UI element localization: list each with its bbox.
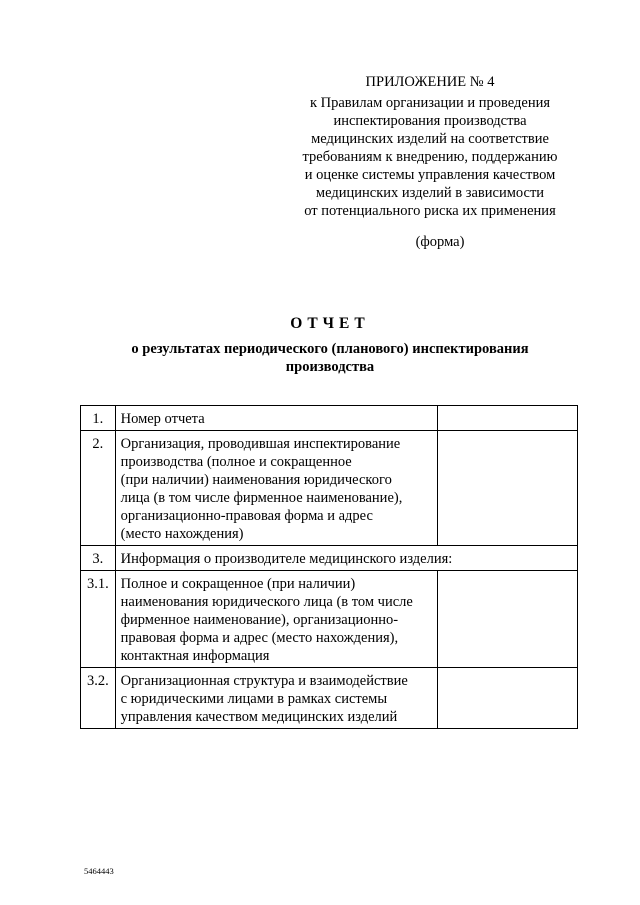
row-label-line: Номер отчета — [120, 411, 205, 427]
row-label-line: (при наличии) наименования юридического — [120, 472, 392, 488]
appendix-line: инспектирования производства — [333, 113, 527, 129]
appendix-title: ПРИЛОЖЕНИЕ № 4 — [365, 74, 495, 90]
row-label-line: с юридическими лицами в рамках системы — [120, 691, 388, 707]
appendix-line: медицинских изделий на соответствие — [311, 131, 549, 147]
row-number: 1. — [81, 406, 116, 431]
row-label-line: управления качеством медицинских изделий — [120, 709, 398, 725]
row-section-label: Информация о производителе медицинского изделия: — [115, 546, 577, 571]
document-code: 5464443 — [84, 866, 114, 876]
row-value-cell — [437, 406, 577, 431]
row-label — [115, 668, 437, 729]
row-value-cell — [437, 571, 577, 668]
report-table — [80, 405, 578, 729]
report-subtitle — [80, 340, 580, 376]
row-number: 2. — [81, 431, 116, 546]
row-label-line: производства (полное и сокращенное — [120, 454, 352, 470]
appendix-line: от потенциального риска их применения — [304, 203, 556, 219]
table-row — [81, 431, 578, 546]
appendix-line: к Правилам организации и проведения — [309, 95, 551, 111]
table-row — [81, 668, 578, 729]
row-label-line: (место нахождения) — [120, 526, 244, 542]
appendix-header — [280, 73, 580, 220]
row-label-line: правовая форма и адрес (место нахождения), — [120, 630, 399, 646]
report-subtitle-line: производства — [285, 359, 375, 375]
row-label-line: лица (в том числе фирменное наименование), — [120, 490, 403, 506]
appendix-line: медицинских изделий в зависимости — [315, 185, 545, 201]
table-row — [81, 406, 578, 431]
row-value-cell — [437, 431, 577, 546]
table-row — [81, 571, 578, 668]
row-number: 3.2. — [81, 668, 116, 729]
row-label-line: фирменное наименование), организационно- — [120, 612, 399, 628]
table-row — [81, 546, 578, 571]
row-label-line: организационно-правовая форма и адрес — [120, 508, 373, 524]
row-label — [115, 431, 437, 546]
form-label: (форма) — [415, 234, 465, 250]
row-label-line: Организационная структура и взаимодействие — [120, 673, 408, 689]
row-value-cell — [437, 668, 577, 729]
row-label-line: контактная информация — [120, 648, 270, 664]
row-label — [115, 406, 437, 431]
appendix-line: и оценке системы управления качеством — [304, 167, 556, 183]
report-subtitle-line: о результатах периодического (планового) инспектирования — [131, 341, 529, 357]
row-label-line: наименования юридического лица (в том числе — [120, 594, 413, 610]
row-number: 3. — [81, 546, 116, 571]
report-title: ОТЧЕТ — [290, 315, 370, 332]
row-label — [115, 571, 437, 668]
row-number: 3.1. — [81, 571, 116, 668]
row-label-line: Организация, проводившая инспектирование — [120, 436, 401, 452]
row-label-line: Полное и сокращенное (при наличии) — [120, 576, 356, 592]
appendix-line: требованиям к внедрению, поддержанию — [302, 149, 558, 165]
